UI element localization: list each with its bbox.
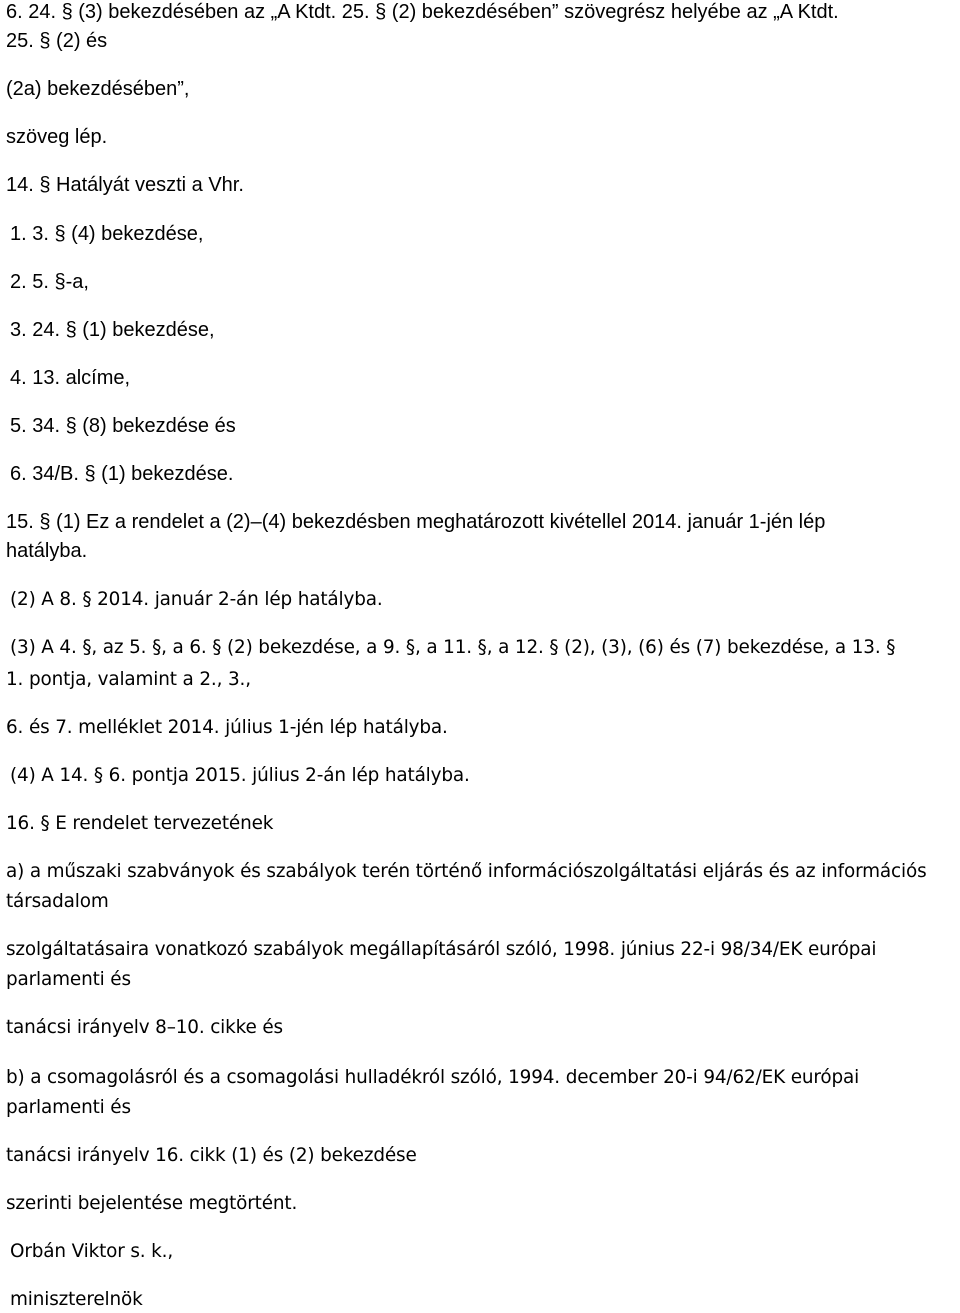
list-item: 2. 5. §-a, (10, 271, 89, 293)
list-item: 6. 34/B. § (1) bekezdése. (10, 463, 234, 485)
list-item: 1. 3. § (4) bekezdése, (10, 223, 204, 245)
text-line: parlamenti és (6, 969, 131, 990)
text-line: szerinti bejelentése megtörtént. (6, 1193, 298, 1214)
text-line: szolgáltatásaira vonatkozó szabályok megállapításáról szóló, 1998. június 22-i 98/34/EK európai (6, 939, 877, 960)
list-item: 4. 13. alcíme, (10, 367, 131, 389)
text-line: a) a műszaki szabványok és szabályok terén történő információszolgáltatási eljárás és az információs (6, 861, 927, 882)
text-line: 16. § E rendelet tervezetének (6, 813, 274, 834)
text-line: 1. pontja, valamint a 2., 3., (6, 669, 251, 690)
list-item: 5. 34. § (8) bekezdése és (10, 415, 236, 437)
text-line: b) a csomagolásról és a csomagolási hulladékról szóló, 1994. december 20-i 94/62/EK európai (6, 1067, 860, 1088)
text-line: hatályba. (6, 540, 88, 562)
text-line: 15. § (1) Ez a rendelet a (2)–(4) bekezdésben meghatározott kivétellel 2014. január 1-jén lép (6, 511, 826, 533)
signature-title: miniszterelnök (10, 1289, 143, 1310)
text-line: (2a) bekezdésében”, (6, 78, 190, 100)
text-line: tanácsi irányelv 16. cikk (1) és (2) bekezdése (6, 1145, 417, 1166)
text-line: (2) A 8. § 2014. január 2-án lép hatályba. (10, 589, 383, 610)
signature-name: Orbán Viktor s. k., (10, 1241, 174, 1262)
text-line: szöveg lép. (6, 126, 108, 148)
text-line: 6. 24. § (3) bekezdésében az „A Ktdt. 25. § (2) bekezdésében” szövegrész helyébe az „A Ktdt. (6, 1, 839, 23)
text-line: (3) A 4. §, az 5. §, a 6. § (2) bekezdése, a 9. §, a 11. §, a 12. § (2), (3), (6) és (7) bekezdése, a 13. § (10, 637, 896, 658)
text-line: 25. § (2) és (6, 30, 108, 52)
text-line: parlamenti és (6, 1097, 131, 1118)
text-line: (4) A 14. § 6. pontja 2015. július 2-án lép hatályba. (10, 765, 470, 786)
list-item: 3. 24. § (1) bekezdése, (10, 319, 215, 341)
text-line: társadalom (6, 891, 109, 912)
text-line: 6. és 7. melléklet 2014. július 1-jén lép hatályba. (6, 717, 448, 738)
text-line: tanácsi irányelv 8–10. cikke és (6, 1017, 283, 1038)
text-line: 14. § Hatályát veszti a Vhr. (6, 174, 244, 196)
